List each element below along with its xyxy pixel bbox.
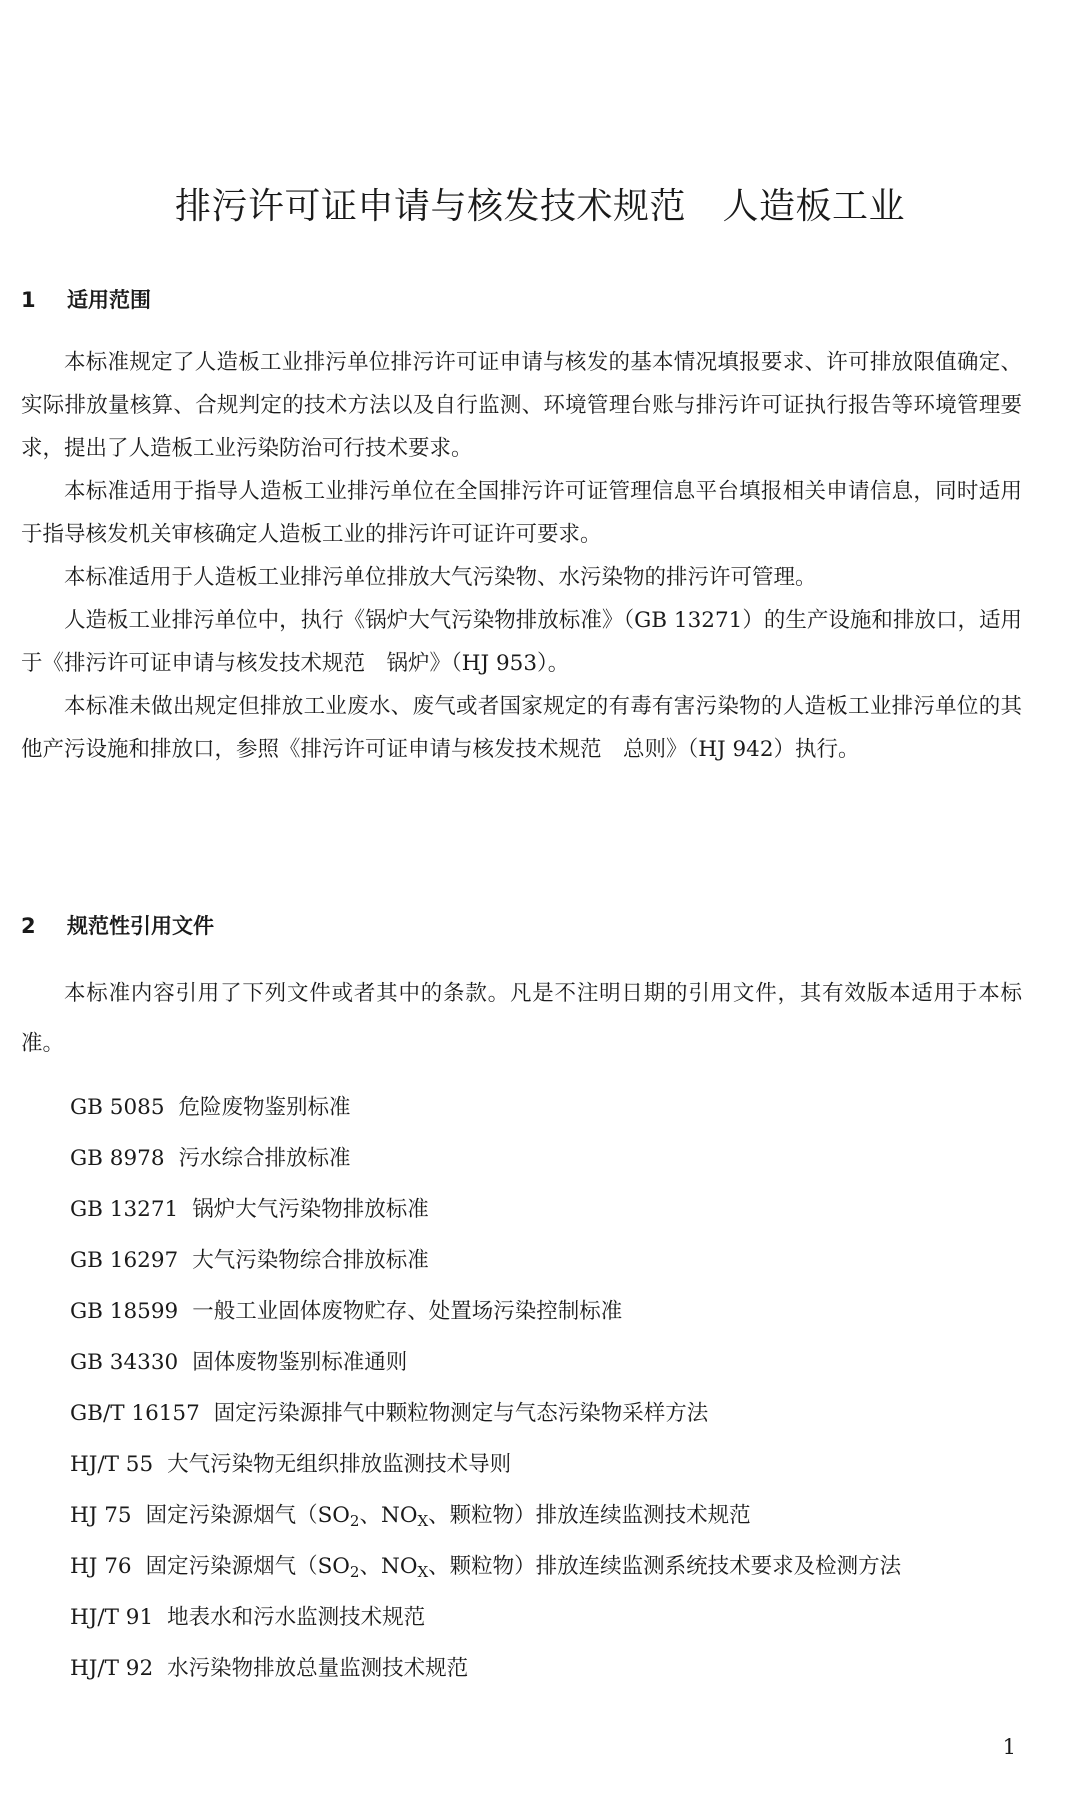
reference-title: 固体废物鉴别标准通则: [192, 1350, 408, 1375]
reference-title: 固定污染源排气中颗粒物测定与气态污染物采样方法: [213, 1401, 709, 1426]
reference-code: GB 8978: [70, 1146, 165, 1171]
reference-title: 固定污染源烟气（$SO_2$、$NO_X$、颗粒物）排放连续监测技术规范: [145, 1503, 751, 1530]
reference-item: [70, 1345, 407, 1376]
paragraph: 本标准规定了人造板工业排污单位排污许可证申请与核发的基本情况填报要求、许可排放限值确定、实际排放量核算、合规判定的技术方法以及自行监测、环境管理台账与排污许可证执行报告等环境管理要求，提出了人造板工业污染防治可行技术要求。: [21, 350, 1022, 461]
reference-item: [70, 1294, 622, 1325]
reference-title: 危险废物鉴别标准: [178, 1095, 351, 1120]
reference-item: [70, 1396, 708, 1427]
reference-item: [70, 1090, 351, 1121]
paragraph: 本标准未做出规定但排放工业废水、废气或者国家规定的有毒有害污染物的人造板工业排污单位的其他产污设施和排放口，参照《排污许可证申请与核发技术规范 总则》（HJ 942）执行。: [21, 694, 1022, 762]
reference-code: GB 13271: [70, 1197, 179, 1222]
reference-item: [70, 1498, 751, 1529]
reference-title: 地表水和污水监测技术规范: [167, 1605, 426, 1630]
section-1-title: 适用范围: [67, 288, 151, 312]
section-2-intro: [21, 969, 1022, 1069]
reference-code: HJ/T 92: [70, 1656, 154, 1681]
reference-title: 大气污染物综合排放标准: [192, 1248, 429, 1273]
reference-code: GB 18599: [70, 1299, 179, 1324]
reference-code: GB/T 16157: [70, 1401, 200, 1426]
reference-title: 固定污染源烟气（$SO_2$、$NO_X$、颗粒物）排放连续监测系统技术要求及检测方法: [145, 1554, 902, 1581]
reference-code: HJ 75: [70, 1503, 132, 1528]
reference-title: 大气污染物无组织排放监测技术导则: [167, 1452, 512, 1477]
section-1-number: 1: [21, 288, 36, 312]
section-2-title: 规范性引用文件: [67, 914, 214, 938]
reference-code: GB 34330: [70, 1350, 179, 1375]
page-number: 1: [1002, 1735, 1016, 1759]
document-title: 排污许可证申请与核发技术规范 人造板工业: [174, 186, 905, 227]
reference-item: [70, 1141, 351, 1172]
section-2-heading: [21, 910, 214, 940]
reference-code: HJ/T 55: [70, 1452, 154, 1477]
reference-code: HJ/T 91: [70, 1605, 154, 1630]
reference-item: [70, 1651, 468, 1682]
reference-title: 污水综合排放标准: [178, 1146, 351, 1171]
reference-code: HJ 76: [70, 1554, 132, 1579]
reference-item: [70, 1447, 511, 1478]
reference-title: 水污染物排放总量监测技术规范: [167, 1656, 469, 1681]
reference-code: GB 16297: [70, 1248, 179, 1273]
section-1-body: [21, 341, 1022, 771]
paragraph: 人造板工业排污单位中，执行《锅炉大气污染物排放标准》（GB 13271）的生产设施和排放口，适用于《排污许可证申请与核发技术规范 锅炉》（HJ 953）。: [21, 608, 1022, 676]
reference-code: GB 5085: [70, 1095, 165, 1120]
reference-title: 一般工业固体废物贮存、处置场污染控制标准: [192, 1299, 623, 1324]
paragraph: 本标准内容引用了下列文件或者其中的条款。凡是不注明日期的引用文件，其有效版本适用于本标准。: [21, 981, 1022, 1056]
reference-item: [70, 1192, 429, 1223]
section-1-heading: [21, 284, 151, 314]
reference-item: [70, 1243, 429, 1274]
reference-title: 锅炉大气污染物排放标准: [192, 1197, 429, 1222]
reference-item: [70, 1600, 425, 1631]
paragraph: 本标准适用于人造板工业排污单位排放大气污染物、水污染物的排污许可管理。: [64, 565, 817, 590]
paragraph: 本标准适用于指导人造板工业排污单位在全国排污许可证管理信息平台填报相关申请信息，同时适用于指导核发机关审核确定人造板工业的排污许可证许可要求。: [21, 479, 1022, 547]
reference-item: [70, 1549, 901, 1580]
section-2-number: 2: [21, 914, 36, 938]
